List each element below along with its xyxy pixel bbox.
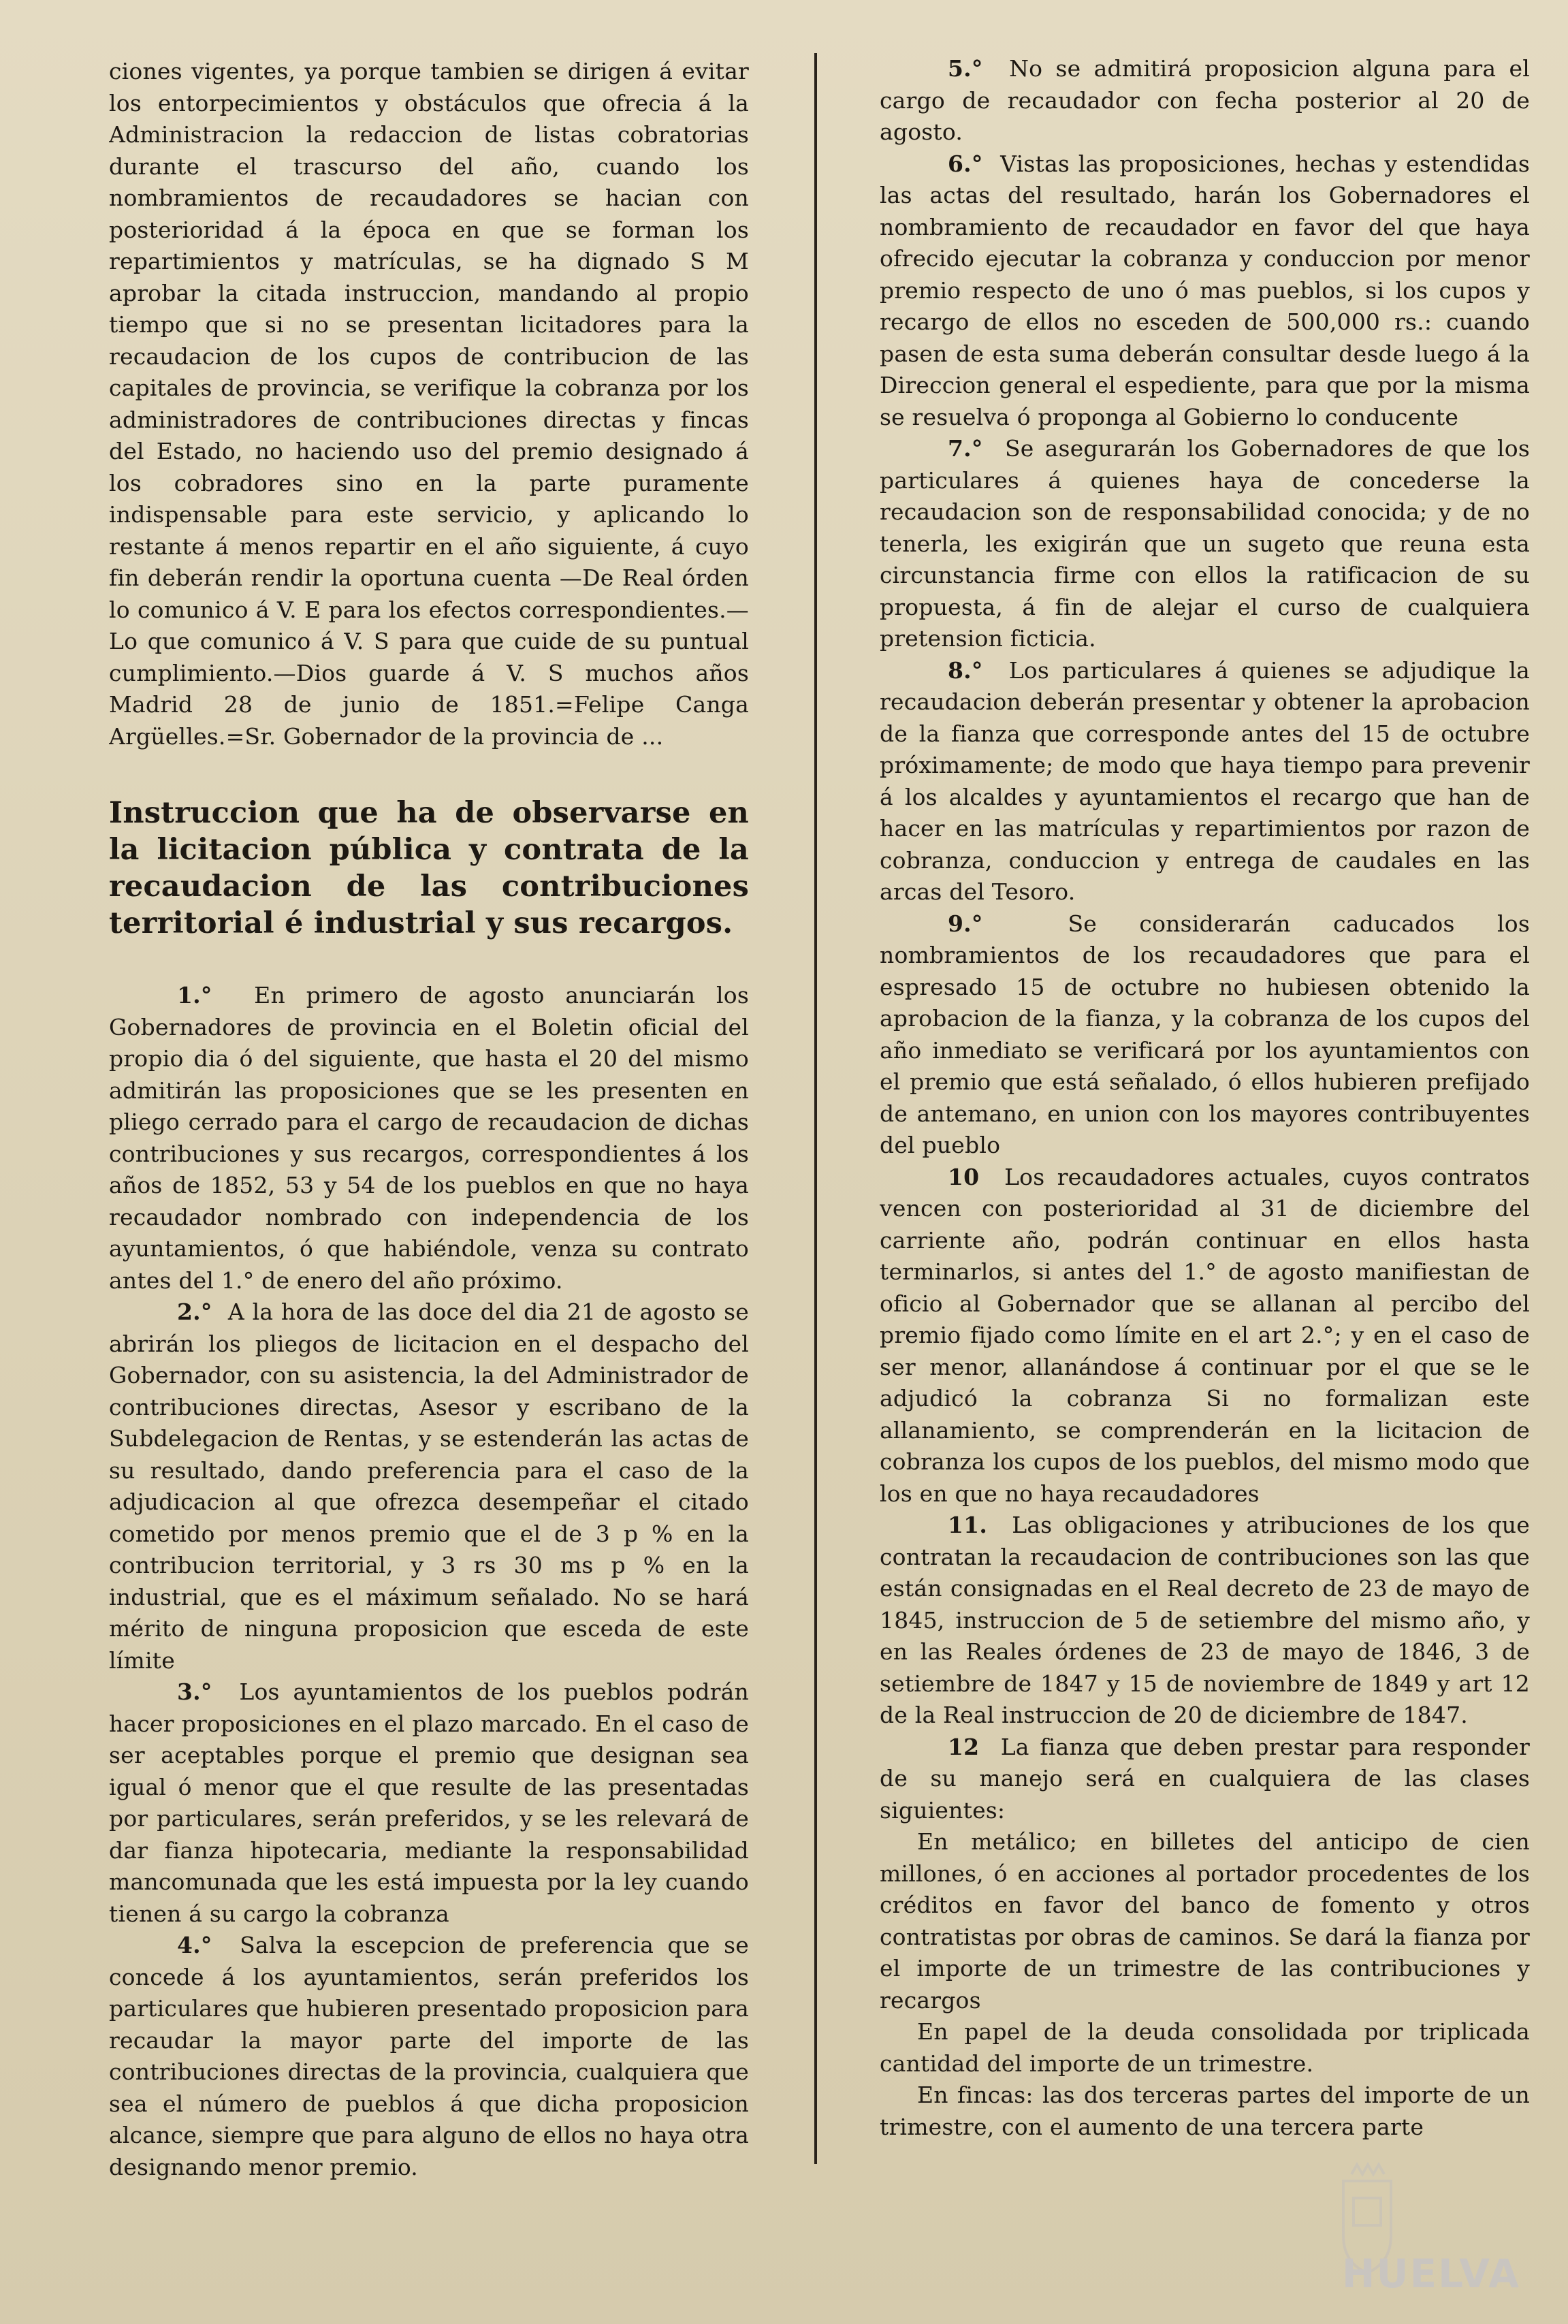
article-8: [880, 655, 1530, 908]
article-number: 8.°: [948, 656, 983, 684]
article-12: [880, 1732, 1530, 1827]
article-number: 10: [948, 1163, 980, 1190]
article-2: [109, 1296, 749, 1676]
article-text: Salva la escepcion de preferencia que se concede á los ayuntamientos, serán preferidos los particulares que hubieren presentado proposicion para recaudar la mayor parte del importe de las contribuciones directas de la provincia, cualquiera que sea el número de pueblos á que dicha proposicion alcance, siempre que para alguno de ellos no haya otra designando menor premio.: [109, 1932, 749, 2180]
article-number: 9.°: [948, 910, 983, 937]
article-number: 11.: [948, 1512, 988, 1538]
article-3: [109, 1676, 749, 1930]
left-column: [109, 56, 749, 2296]
article-1: [109, 980, 749, 1296]
article-text: Los recaudadores actuales, cuyos contratos vencen con posterioridad al 31 de diciembre del carriente año, podrán continuar en ellos hasta terminarlos, si antes del 1.° de agosto manifiestan de oficio al Gobernador que se allanan al percibo del premio fijado como límite en el art 2.°; y en el caso de ser menor, allanándose á continuar por el que se le adjudicó la cobranza Si no formalizan este allanamiento, se comprenderán en la licitacion de cobranza los cupos de los pueblos, del mismo modo que los en que no haya recaudadores: [880, 1163, 1530, 1507]
article-5: [880, 53, 1530, 148]
article-9: [880, 908, 1530, 1162]
article-number: 7.°: [948, 435, 983, 462]
article-text: A la hora de las doce del dia 21 de agosto se abrirán los pliegos de licitacion en el despacho del Gobernador, con su asistencia, la del Administrador de contribuciones directas, Asesor y escribano de la Subdelegacion de Rentas, y se estenderán las actas de su resultado, dando preferencia para el caso de la adjudicacion al que ofrezca desempeñar el citado cometido por menos premio que el de 3 p % en la contribucion territorial, y 3 rs 30 ms p % en la industrial, que es el máximum señalado. No se hará mérito de ninguna proposicion que esceda de este límite: [109, 1299, 749, 1674]
article-number: 6.°: [948, 150, 983, 177]
column-divider: [814, 53, 817, 2164]
article-text: No se admitirá proposicion alguna para el cargo de recaudador con fecha posterior al 20 de agosto.: [880, 55, 1530, 145]
article-7: [880, 433, 1530, 655]
article-text: La fianza que deben prestar para responder de su manejo será en cualquiera de las clases siguientes:: [880, 1733, 1530, 1824]
article-6: [880, 148, 1530, 434]
article-text: Las obligaciones y atribuciones de los que contratan la recaudacion de contribuciones son las que están consignadas en el Real decreto de 23 de mayo de 1845, instruccion de 5 de setiembre del mismo año, y en las Reales órdenes de 23 de mayo de 1846, 3 de setiembre de 1847 y 15 de noviembre de 1849 y art 12 de la Real instruccion de 20 de diciembre de 1847.: [880, 1512, 1530, 1728]
intro-paragraph: ciones vigentes, ya porque tambien se dirigen á evitar los entorpecimientos y obstáculos que ofrecia á la Administracion la redaccion de listas cobratorias durante el trascurso del año, cuando los nombramientos de recaudadores se hacian con posterioridad á la época en que se forman los repartimientos y matrículas, se ha dignado S M aprobar la citada instruccion, mandando al propio tiempo que si no se presentan licitadores para la recaudacion de los cupos de contribucion de las capitales de provincia, se verifique la cobranza por los administradores de contribuciones directas y fincas del Estado, no haciendo uso del premio designado á los cobradores sino en la parte puramente indispensable para este servicio, y aplicando lo restante á menos repartir en el año siguiente, á cuyo fin deberán rendir la oportuna cuenta —De Real órden lo comunico á V. E para los efectos correspondientes.—Lo que comunico á V. S para que cuide de su puntual cumplimiento.—Dios guarde á V. S muchos años Madrid 28 de junio de 1851.=Felipe Canga Argüelles.=Sr. Gobernador de la provincia de ...: [109, 58, 749, 750]
bond-paragraph-metalico: En metálico; en billetes del anticipo de cien millones, ó en acciones al portador procedentes de los créditos en favor del banco de fomento y otros contratistas por obras de caminos. Se dará la fianza por el importe de un trimestre de las contribuciones y recargos: [880, 1828, 1530, 2013]
article-text: Se considerarán caducados los nombramientos de los recaudadores que para el espresado 15 de octubre no hubiesen obtenido la aprobacion de la fianza, y la cobranza de los cupos del año inmediato se verificará por los ayuntamientos con el premio que está señalado, ó ellos hubieren prefijado de antemano, en union con los mayores contribuyentes del pueblo: [880, 910, 1530, 1158]
article-number: 5.°: [948, 55, 983, 82]
watermark-label: HUELVA: [1341, 2250, 1520, 2297]
article-number: 2.°: [177, 1299, 212, 1325]
article-number: 4.°: [177, 1932, 212, 1958]
article-number: 1.°: [177, 982, 212, 1008]
article-11: [880, 1510, 1530, 1732]
article-10: [880, 1162, 1530, 1510]
article-number: 12: [948, 1733, 980, 1760]
article-text: Los particulares á quienes se adjudique la recaudacion deberán presentar y obtener la aprobacion de la fianza que corresponde antes del 15 de octubre próximamente; de modo que haya tiempo para prevenir á los alcaldes y ayuntamientos el recargo que han de hacer en las matrículas y repartimientos por razon de cobranza, conduccion y entrega de caudales en las arcas del Tesoro.: [880, 656, 1530, 905]
article-text: Vistas las proposiciones, hechas y estendidas las actas del resultado, harán los Gobernadores el nombramiento de recaudador en favor del que haya ofrecido ejecutar la cobranza y conduccion por menor premio respecto de uno ó mas pueblos, si los cupos y recargo de ellos no esceden de 500,000 rs.: cuando pasen de esta suma deberán consultar desde luego á la Direccion general el espediente, para que por la misma se resuelva ó proponga al Gobierno lo conducente: [880, 150, 1530, 430]
article-text: Se asegurarán los Gobernadores de que los particulares á quienes haya de concederse la recaudacion son de responsabilidad conocida; y de no tenerla, les exigirán que un sugeto que reuna esta circunstancia firme con ellos la ratificacion de su propuesta, á fin de alejar el curso de cualquiera pretension ficticia.: [880, 435, 1530, 652]
article-text: Los ayuntamientos de los pueblos podrán hacer proposiciones en el plazo marcado. En el caso de ser aceptables porque el premio que designan sea igual ó menor que el que resulte de las presentadas por particulares, serán preferidos, y se les relevará de dar fianza hipotecaria, mediante la responsabilidad mancomunada que les está impuesta por la ley cuando tienen á su cargo la cobranza: [109, 1678, 749, 1927]
bond-paragraph-fincas: En fincas: las dos terceras partes del importe de un trimestre, con el aumento de una tercera parte: [880, 2082, 1530, 2140]
article-4: [109, 1930, 749, 2183]
instruction-heading: Instruccion que ha de observarse en la licitacion pública y contrata de la recaudacion de las contribuciones territorial é industrial y sus recargos.: [109, 796, 749, 940]
article-number: 3.°: [177, 1678, 212, 1705]
article-text: En primero de agosto anunciarán los Gobernadores de provincia en el Boletin oficial del propio dia ó del siguiente, que hasta el 20 del mismo admitirán las proposiciones que se les presenten en pliego cerrado para el cargo de recaudacion de dichas contribuciones y sus recargos, correspondientes á los años de 1852, 53 y 54 de los pueblos en que no haya recaudador nombrado con independencia de los ayuntamientos, ó que habiéndole, venza su contrato antes del 1.° de enero del año próximo.: [109, 982, 749, 1294]
right-column: [880, 53, 1530, 2293]
bond-paragraph-papel: En papel de la deuda consolidada por triplicada cantidad del importe de un trimestre.: [880, 2018, 1530, 2077]
